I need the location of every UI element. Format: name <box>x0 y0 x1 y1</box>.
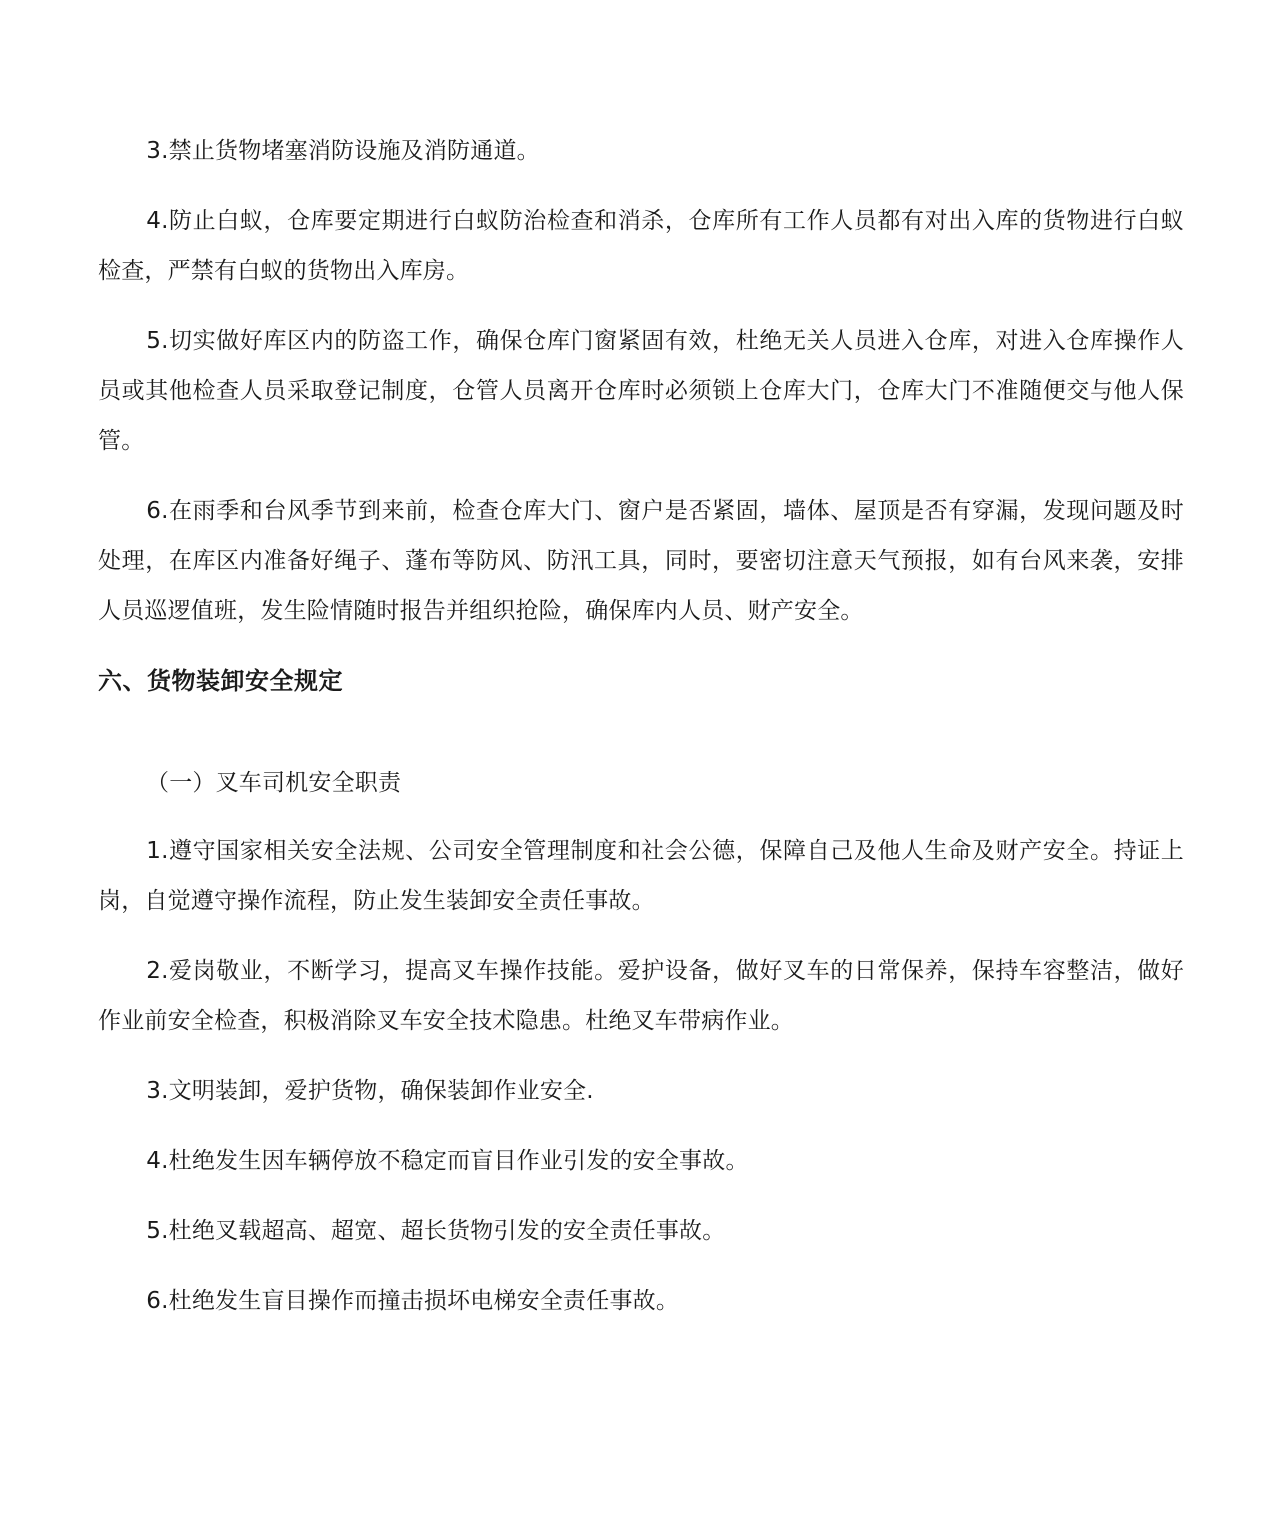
paragraph-item-4: 4.防止白蚁，仓库要定期进行白蚁防治检查和消杀，仓库所有工作人员都有对出入库的货物进行白蚁检查，严禁有白蚁的货物出入库房。 <box>98 208 1184 284</box>
document-body <box>98 126 1184 1346</box>
duty-item-3: 3.文明装卸，爱护货物，确保装卸作业安全. <box>146 1078 594 1104</box>
duty-item-2: 2.爱岗敬业，不断学习，提高叉车操作技能。爱护设备，做好叉车的日常保养，保持车容整洁，做好作业前安全检查，积极消除叉车安全技术隐患。杜绝叉车带病作业。 <box>98 958 1184 1034</box>
duty-item-6: 6.杜绝发生盲目操作而撞击损坏电梯安全责任事故。 <box>146 1288 680 1314</box>
section-heading: 六、货物装卸安全规定 <box>98 667 343 695</box>
duty-item-5: 5.杜绝叉载超高、超宽、超长货物引发的安全责任事故。 <box>146 1218 726 1244</box>
paragraph-item-5: 5.切实做好库区内的防盗工作，确保仓库门窗紧固有效，杜绝无关人员进入仓库，对进入仓库操作人员或其他检查人员采取登记制度，仓管人员离开仓库时必须锁上仓库大门，仓库大门不准随便交与他人保管。 <box>98 328 1184 454</box>
duty-item-1: 1.遵守国家相关安全法规、公司安全管理制度和社会公德，保障自己及他人生命及财产安全。持证上岗，自觉遵守操作流程，防止发生装卸安全责任事故。 <box>98 838 1184 914</box>
duty-item-4: 4.杜绝发生因车辆停放不稳定而盲目作业引发的安全事故。 <box>146 1148 749 1174</box>
paragraph-item-6: 6.在雨季和台风季节到来前，检查仓库大门、窗户是否紧固，墙体、屋顶是否有穿漏，发现问题及时处理，在库区内准备好绳子、蓬布等防风、防汛工具，同时，要密切注意天气预报，如有台风来袭，安排人员巡逻值班，发生险情随时报告并组织抢险，确保库内人员、财产安全。 <box>98 498 1184 624</box>
paragraph-item-3: 3.禁止货物堵塞消防设施及消防通道。 <box>146 138 540 164</box>
subsection-heading: （一）叉车司机安全职责 <box>146 770 402 796</box>
